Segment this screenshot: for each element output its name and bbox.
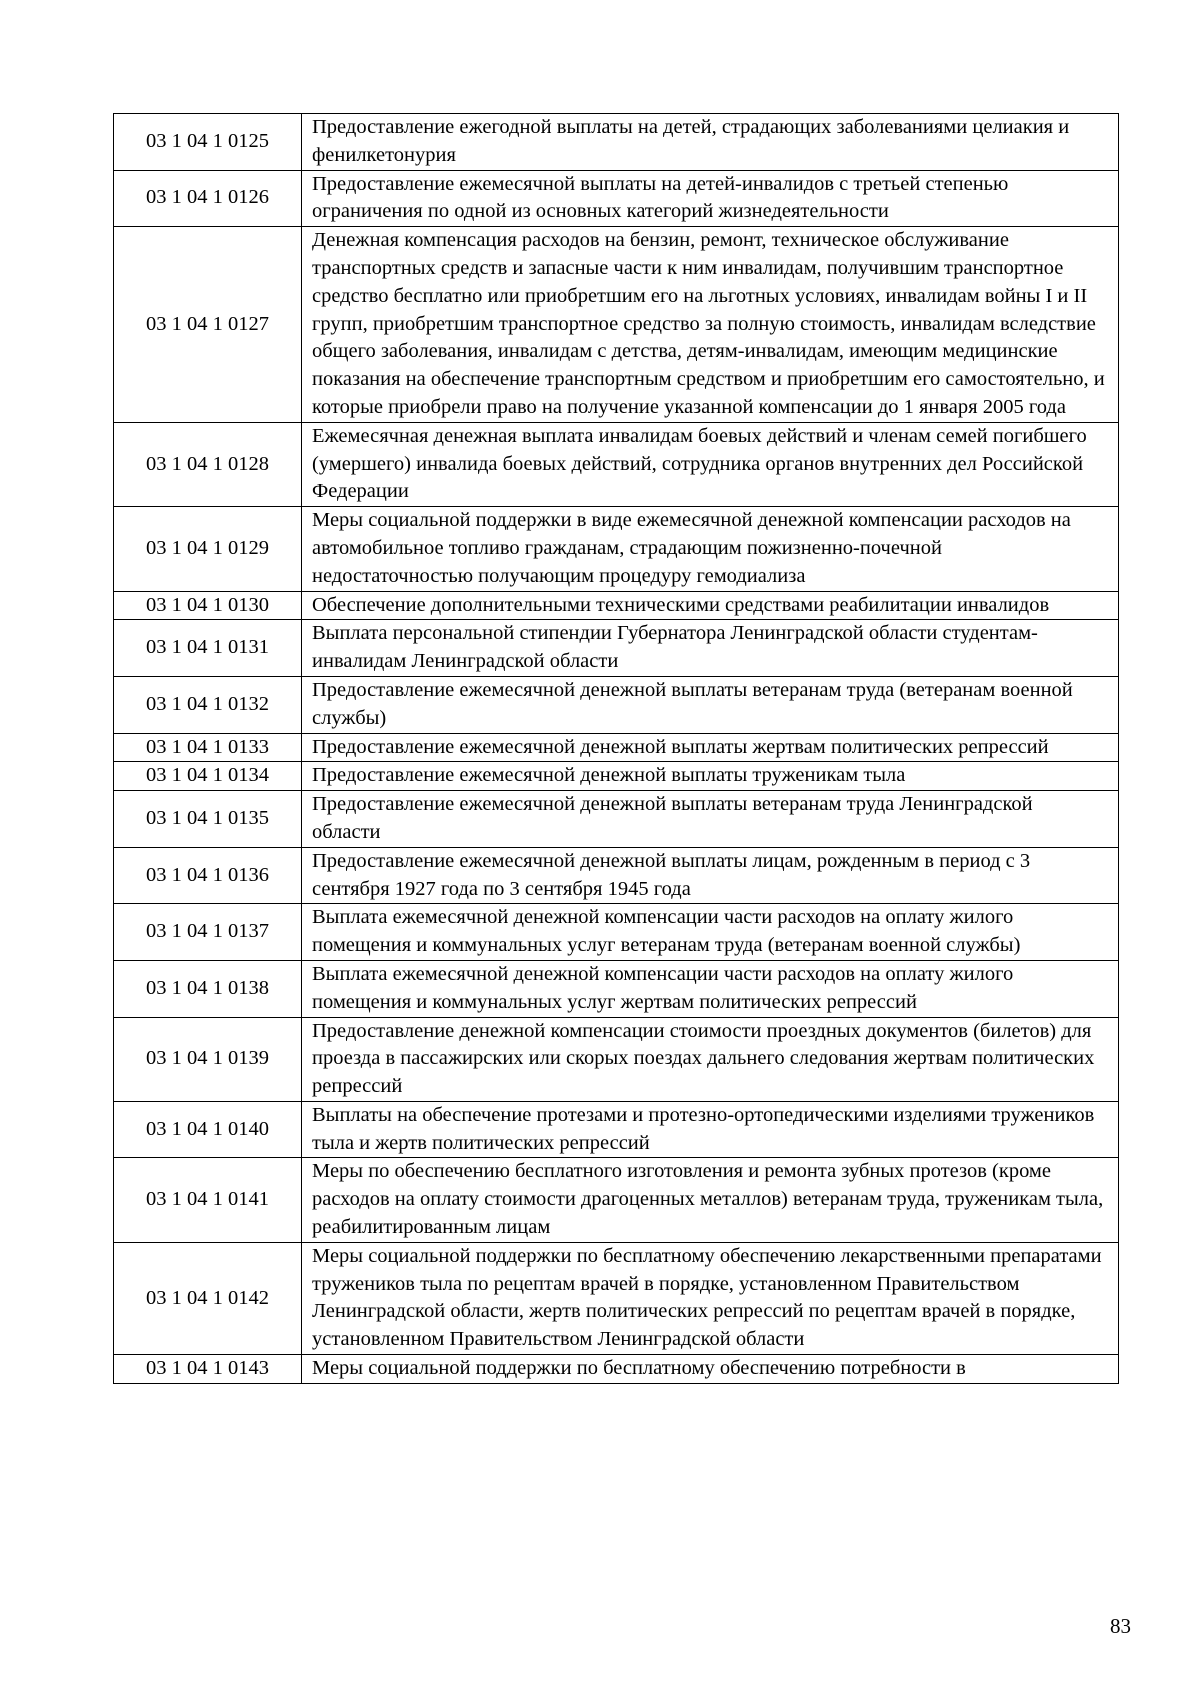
row-description: Выплаты на обеспечение протезами и протезно-ортопедическими изделиями тружеников тыла и жертв политических репрессий <box>302 1101 1119 1158</box>
table-row <box>114 1017 1119 1101</box>
row-description: Выплата ежемесячной денежной компенсации части расходов на оплату жилого помещения и коммунальных услуг жертвам политических репрессий <box>302 960 1119 1017</box>
row-description: Предоставление денежной компенсации стоимости проездных документов (билетов) для проезда в пассажирских или скорых поездах дальнего следования жертвам политических репрессий <box>302 1017 1119 1101</box>
budget-code-table <box>113 113 1119 1384</box>
row-description: Предоставление ежемесячной выплаты на детей-инвалидов с третьей степенью ограничения по одной из основных категорий жизнедеятельности <box>302 170 1119 227</box>
table-row <box>114 507 1119 591</box>
row-code: 03 1 04 1 0125 <box>114 114 302 171</box>
row-description: Обеспечение дополнительными техническими средствами реабилитации инвалидов <box>302 591 1119 620</box>
row-code: 03 1 04 1 0142 <box>114 1242 302 1354</box>
row-code: 03 1 04 1 0143 <box>114 1355 302 1384</box>
row-code: 03 1 04 1 0127 <box>114 227 302 423</box>
row-code: 03 1 04 1 0136 <box>114 847 302 904</box>
row-code: 03 1 04 1 0135 <box>114 791 302 848</box>
table-row <box>114 620 1119 677</box>
table-row <box>114 1355 1119 1384</box>
row-description: Меры социальной поддержки в виде ежемесячной денежной компенсации расходов на автомобильное топливо гражданам, страдающим пожизненно-почечной недостаточностью получающим процедуру гемодиализа <box>302 507 1119 591</box>
row-code: 03 1 04 1 0139 <box>114 1017 302 1101</box>
row-description: Предоставление ежемесячной денежной выплаты жертвам политических репрессий <box>302 733 1119 762</box>
row-description: Предоставление ежегодной выплаты на детей, страдающих заболеваниями целиакия и фенилкетонурия <box>302 114 1119 171</box>
table-row <box>114 422 1119 506</box>
table-row <box>114 676 1119 733</box>
table-row <box>114 1242 1119 1354</box>
row-description: Денежная компенсация расходов на бензин, ремонт, техническое обслуживание транспортных средств и запасные части к ним инвалидам, получившим транспортное средство бесплатно или приобретшим его на льготных условиях, инвалидам войны I и II групп, приобретшим транспортное средство за полную стоимость, инвалидам вследствие общего заболевания, инвалидам с детства, детям-инвалидам, имеющим медицинские показания на обеспечение транспортным средством и приобретшим его самостоятельно, и которые приобрели право на получение указанной компенсации до 1 января 2005 года <box>302 227 1119 423</box>
row-description: Меры социальной поддержки по бесплатному обеспечению потребности в <box>302 1355 1119 1384</box>
row-code: 03 1 04 1 0134 <box>114 762 302 791</box>
table-row <box>114 170 1119 227</box>
row-code: 03 1 04 1 0131 <box>114 620 302 677</box>
row-description: Меры социальной поддержки по бесплатному обеспечению лекарственными препаратами тружеников тыла по рецептам врачей в порядке, установленном Правительством Ленинградской области, жертв политических репрессий по рецептам врачей в порядке, установленном Правительством Ленинградской области <box>302 1242 1119 1354</box>
row-description: Предоставление ежемесячной денежной выплаты труженикам тыла <box>302 762 1119 791</box>
row-code: 03 1 04 1 0126 <box>114 170 302 227</box>
table-row <box>114 904 1119 961</box>
table-row <box>114 791 1119 848</box>
page-number: 83 <box>1110 1614 1131 1638</box>
table-row <box>114 1158 1119 1242</box>
table-row <box>114 733 1119 762</box>
row-code: 03 1 04 1 0133 <box>114 733 302 762</box>
table-row <box>114 847 1119 904</box>
row-description: Выплата персональной стипендии Губернатора Ленинградской области студентам-инвалидам Ленинградской области <box>302 620 1119 677</box>
row-code: 03 1 04 1 0132 <box>114 676 302 733</box>
row-description: Предоставление ежемесячной денежной выплаты ветеранам труда Ленинградской области <box>302 791 1119 848</box>
row-description: Предоставление ежемесячной денежной выплаты ветеранам труда (ветеранам военной службы) <box>302 676 1119 733</box>
row-code: 03 1 04 1 0130 <box>114 591 302 620</box>
row-description: Предоставление ежемесячной денежной выплаты лицам, рожденным в период с 3 сентября 1927 года по 3 сентября 1945 года <box>302 847 1119 904</box>
table-row <box>114 1101 1119 1158</box>
table-row <box>114 114 1119 171</box>
row-code: 03 1 04 1 0137 <box>114 904 302 961</box>
row-code: 03 1 04 1 0140 <box>114 1101 302 1158</box>
row-description: Меры по обеспечению бесплатного изготовления и ремонта зубных протезов (кроме расходов на оплату стоимости драгоценных металлов) ветеранам труда, труженикам тыла, реабилитированным лицам <box>302 1158 1119 1242</box>
row-code: 03 1 04 1 0138 <box>114 960 302 1017</box>
row-description: Выплата ежемесячной денежной компенсации части расходов на оплату жилого помещения и коммунальных услуг ветеранам труда (ветеранам военной службы) <box>302 904 1119 961</box>
table-row <box>114 591 1119 620</box>
row-code: 03 1 04 1 0128 <box>114 422 302 506</box>
table-row <box>114 762 1119 791</box>
table-row <box>114 960 1119 1017</box>
table-row <box>114 227 1119 423</box>
row-code: 03 1 04 1 0129 <box>114 507 302 591</box>
row-description: Ежемесячная денежная выплата инвалидам боевых действий и членам семей погибшего (умершего) инвалида боевых действий, сотрудника органов внутренних дел Российской Федерации <box>302 422 1119 506</box>
row-code: 03 1 04 1 0141 <box>114 1158 302 1242</box>
